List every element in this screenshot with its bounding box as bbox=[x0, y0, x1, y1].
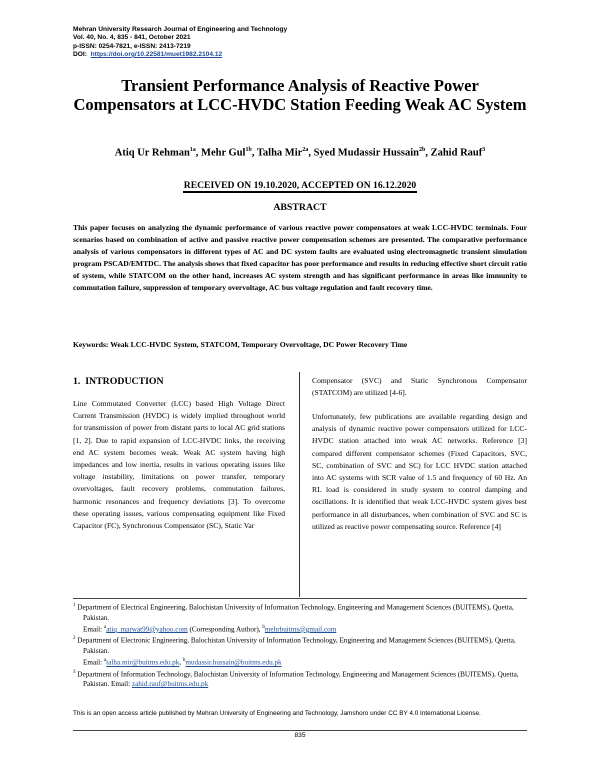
email-marker: b bbox=[262, 624, 265, 630]
column-divider bbox=[299, 372, 300, 597]
footnote-text: Department of Electrical Engineering, Balochistan University of Information Technology, Engineering and Management Sciences (BUITEMS), Quetta, Pakistan. bbox=[77, 603, 514, 622]
received-dates bbox=[73, 180, 527, 191]
email-marker: a bbox=[103, 658, 107, 664]
author-affiliation: 1b bbox=[245, 147, 252, 153]
footnote-2 bbox=[73, 634, 527, 667]
footnote-marker: 2 bbox=[73, 636, 76, 642]
author-separator: , bbox=[308, 147, 314, 159]
received-text: RECEIVED ON 19.10.2020, ACCEPTED ON 16.12.2020 bbox=[183, 180, 417, 191]
footnote-text: , bbox=[179, 658, 183, 667]
journal-name: Mehran University Research Journal of Engineering and Technology bbox=[73, 26, 288, 33]
journal-header bbox=[73, 26, 533, 59]
author-name: Atiq Ur Rehman bbox=[114, 147, 190, 159]
author-name: Talha Mir bbox=[256, 147, 303, 159]
introduction-column-right-top: Compensator (SVC) and Static Synchronous Compensator (STATCOM) are utilized [4-6]. bbox=[312, 376, 527, 398]
author-affiliation: 2b bbox=[419, 147, 426, 153]
author-name: Syed Mudassir Hussain bbox=[313, 147, 419, 159]
email-link[interactable]: zahid.rauf@buitms.edu.pk bbox=[131, 680, 209, 689]
author-separator: , bbox=[195, 147, 202, 159]
email-link[interactable]: atiq_marwat99@yahoo.com bbox=[106, 625, 188, 634]
author-affiliation: 3 bbox=[482, 147, 486, 153]
footnotes bbox=[73, 601, 527, 690]
journal-issn: p-ISSN: 0254-7821, e-ISSN: 2413-7219 bbox=[73, 42, 191, 50]
footnote-text: (Corresponding Author), bbox=[187, 625, 263, 634]
email-label: Email: bbox=[83, 625, 104, 634]
footnote-text: Department of Electronic Engineering, Balochistan University of Information Technology, Engineering and Management Sciences (BUITEMS), Quetta, Pakistan. bbox=[77, 636, 516, 655]
doi-link[interactable]: https://doi.org/10.22581/muet1982.2104.12 bbox=[90, 50, 223, 58]
author-list bbox=[73, 147, 527, 159]
doi-label: DOI: bbox=[73, 50, 87, 58]
section-heading-introduction: 1. INTRODUCTION bbox=[73, 376, 164, 387]
journal-doi bbox=[73, 51, 533, 59]
email-marker: b bbox=[182, 658, 186, 664]
footnote-divider bbox=[73, 598, 527, 599]
license-notice: This is an open access article published by Mehran University of Engineering and Technology, Jamshoro under CC BY 4.0 International License. bbox=[73, 710, 481, 717]
email-link[interactable]: talha.mir@buitms.edu.pk bbox=[106, 658, 180, 667]
page-number: 835 bbox=[294, 732, 306, 739]
email-label: Email: bbox=[83, 658, 104, 667]
footnote-1 bbox=[73, 601, 527, 634]
introduction-column-right: Unfortunately, few publications are available regarding design and analysis of dynamic reactive power compensators utilized for LCC-HVDC station attached into weak AC networks. Reference [3] compared different compensator schemes (Fixed Capacitors, SVC, SC, combination of SVC and SC) for LCC HVDC station attached into AC systems with SCR value of 1.5 and frequency of 60 Hz. An RL load is considered in study system to control damping and oscillations. It is identified that weak LCC-HVDC system gives best performance in all disturbances, when combination of SVC and SC is utilized as reactive power compensating source. Reference [4] bbox=[312, 412, 527, 531]
footnote-text: Department of Information Technology, Balochistan University of Information Technology, Engineering and Management Sciences (BUITEMS), Quetta, Pakistan. Email: bbox=[77, 670, 519, 689]
abstract-heading: ABSTRACT bbox=[273, 202, 327, 213]
email-marker: a bbox=[103, 624, 107, 630]
footnote-marker: 1 bbox=[73, 603, 76, 608]
author-separator: , bbox=[251, 147, 257, 159]
author-separator: , bbox=[425, 147, 431, 159]
email-link[interactable]: mehrbuitms@gmail.com bbox=[264, 625, 337, 634]
introduction-column-left: Line Commutated Converter (LCC) based High Voltage Direct Current Transmission (HVDC) is widely implied throughout world for transmission of power from distant parts to local AC grid stations [1, 2]. Due to rapid expansion of LCC-HVDC links, the receiving end AC system becomes weak. Weak AC system having high impedances and low inertia, results in various operating issues like voltage instability, limitations on power transfer, temporary overvoltages, fault recovery problems, commutation failures, harmonic resonances and frequency deviations [3]. To overcome these operating issues, various compensating equipment like Fixed Capacitor (FC), Synchronous Compensator (SC), Static Var bbox=[73, 399, 285, 531]
footnote-marker: 3 bbox=[73, 669, 76, 675]
footnote-3 bbox=[73, 668, 527, 690]
page-footer-divider bbox=[73, 730, 527, 731]
author-name: Mehr Gul bbox=[201, 147, 246, 159]
journal-volume: Vol. 40, No. 4, 835 - 841, October 2021 bbox=[73, 34, 191, 42]
author-affiliation: 1a bbox=[189, 147, 196, 153]
email-link[interactable]: mudassir.hussain@buitms.edu.pk bbox=[185, 658, 282, 667]
paper-title: Transient Performance Analysis of Reactive Power Compensators at LCC-HVDC Station Feeding Weak AC System bbox=[73, 76, 527, 114]
author-name: Zahid Rauf bbox=[430, 147, 483, 159]
abstract-text: This paper focuses on analyzing the dynamic performance of various reactive power compensators at weak LCC-HVDC terminals. Four scenarios based on combination of active and passive reactive power compensation schemes are presented. The comparative performance analysis of various compensators in different types of AC and DC system faults are evaluated using electromagnetic transient simulation program PSCAD/EMTDC. The analysis shows that fixed capacitor has poor performance and results in reducing effective short circuit ratio of system, while STATCOM on the other hand, increases AC system strength and has significant performance in areas like immunity to commutation failure, suppression of temporary overvoltage, AC bus voltage regulation and fault recovery time. bbox=[73, 223, 527, 293]
author-affiliation: 2a bbox=[302, 147, 309, 153]
keywords: Keywords: Weak LCC-HVDC System, STATCOM, Temporary Overvoltage, DC Power Recovery Time bbox=[73, 340, 408, 349]
